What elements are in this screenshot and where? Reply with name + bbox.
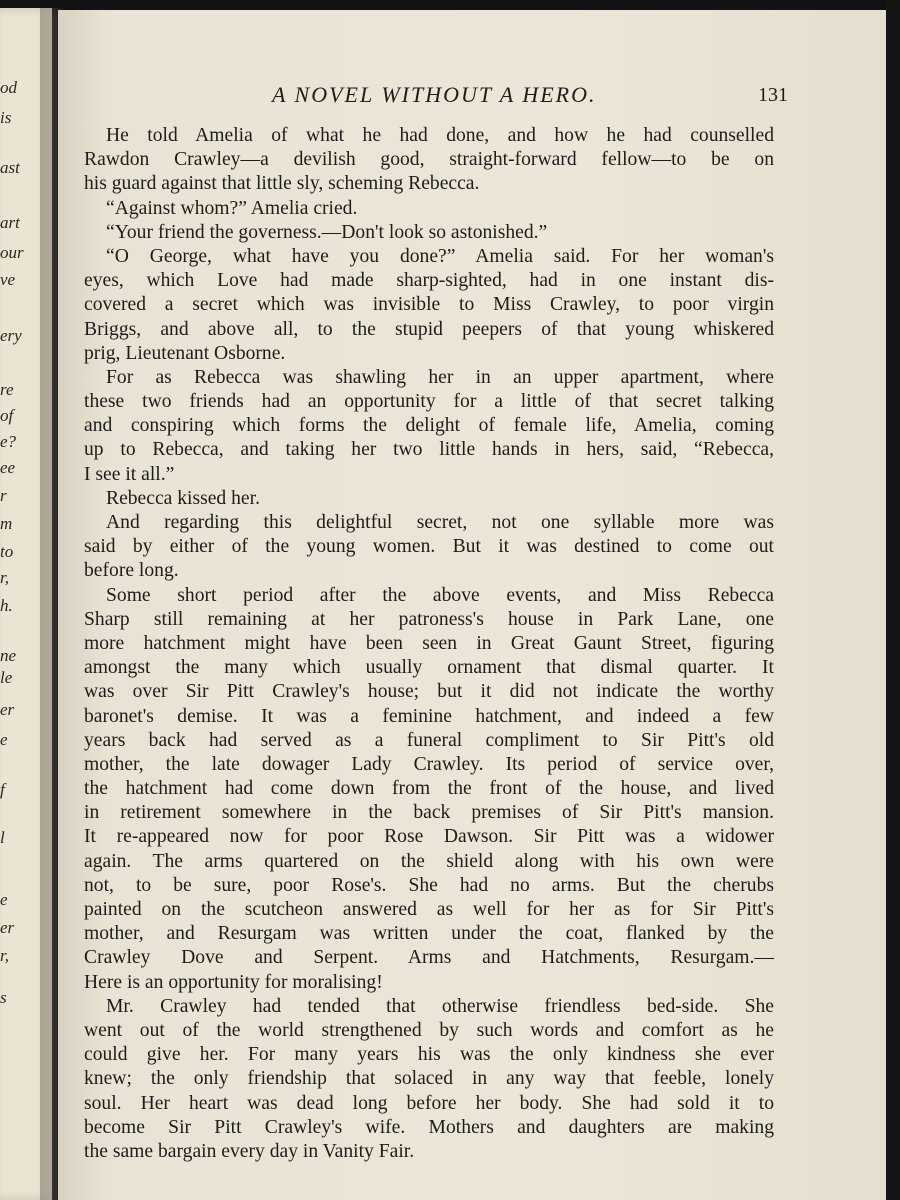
left-page-fragment: er: [0, 700, 15, 719]
left-page-fragment: m: [0, 514, 13, 533]
paragraph: [84, 366, 774, 487]
left-page-fragment: ery: [0, 326, 22, 345]
left-page-fragment: art: [0, 213, 20, 232]
text-line: I see it all.”: [84, 463, 175, 485]
text-line: “O George, what have you done?” Amelia said. For her woman's: [106, 245, 774, 267]
left-page-fragment: ve: [0, 270, 16, 289]
text-line: his guard against that little sly, scheming Rebecca.: [84, 173, 480, 195]
text-line: more hatchment might have been seen in Great Gaunt Street, figuring: [84, 632, 774, 654]
text-line: in retirement somewhere in the back premises of Sir Pitt's mansion.: [84, 802, 774, 824]
paragraph: [84, 124, 774, 197]
left-page-fragment: our: [0, 243, 24, 262]
text-line: And regarding this delightful secret, not one syllable more was: [106, 512, 774, 533]
paragraph: [84, 221, 774, 245]
text-line: He told Amelia of what he had done, and how he had counselled: [106, 125, 774, 146]
page-number: 131: [758, 84, 788, 106]
text-line: become Sir Pitt Crawley's wife. Mothers and daughters are making: [84, 1116, 774, 1138]
left-page-fragment: r,: [0, 568, 9, 587]
text-line: knew; the only friendship that solaced in any way that feeble, lonely: [84, 1068, 774, 1090]
left-page-fragment: le: [0, 668, 13, 687]
paragraph: [84, 245, 774, 366]
text-line: Briggs, and above all, to the stupid peepers of that young whiskered: [84, 318, 774, 340]
text-line: Sharp still remaining at her patroness's house in Park Lane, one: [84, 608, 774, 630]
left-page-fragment: ast: [0, 158, 20, 177]
text-line: again. The arms quartered on the shield along with his own were: [84, 850, 774, 872]
paragraph: [84, 197, 774, 221]
text-line: mother, and Resurgam was written under the coat, flanked by the: [84, 923, 774, 945]
text-line: “Against whom?” Amelia cried.: [106, 197, 358, 219]
left-page-fragment: to: [0, 542, 14, 561]
left-page-fragment: od: [0, 78, 17, 97]
body-text: [84, 124, 774, 1164]
text-line: Some short period after the above events, and Miss Rebecca: [106, 584, 774, 606]
text-line: It re-appeared now for poor Rose Dawson. Sir Pitt was a widower: [84, 826, 774, 848]
running-head: [60, 82, 788, 112]
text-line: before long.: [84, 560, 179, 582]
text-line: For as Rebecca was shawling her in an upper apartment, where: [106, 366, 774, 388]
text-line: eyes, which Love had made sharp-sighted, had in one instant dis-: [84, 270, 774, 292]
left-page-fragment: r,: [0, 946, 9, 965]
text-line: Mr. Crawley had tended that otherwise friendless bed-side. She: [106, 995, 774, 1017]
left-page-fragment: of: [0, 406, 14, 425]
text-line: Crawley Dove and Serpent. Arms and Hatchments, Resurgam.—: [84, 947, 774, 969]
running-title: A NOVEL WITHOUT A HERO.: [272, 82, 597, 107]
left-page-fragment: ee: [0, 458, 16, 477]
left-page-fragment: e?: [0, 432, 17, 451]
left-page-fragment: s: [0, 988, 7, 1007]
text-line: “Your friend the governess.—Don't look so astonished.”: [106, 221, 548, 243]
left-page-fragment: f: [0, 780, 5, 799]
left-page-fragment: is: [0, 108, 12, 127]
left-page-fragment: l: [0, 828, 5, 847]
paragraph: [84, 995, 774, 1164]
paragraph: [84, 487, 774, 511]
left-page-fragment: h.: [0, 596, 13, 615]
paragraph: [84, 511, 774, 584]
text-line: prig, Lieutenant Osborne.: [84, 342, 286, 364]
text-line: Rebecca kissed her.: [106, 487, 260, 509]
background-right-edge: [886, 0, 900, 1200]
left-page-fragment: ne: [0, 646, 17, 665]
text-line: years back had served as a funeral compliment to Sir Pitt's old: [84, 729, 774, 751]
text-line: said by either of the young women. But it was destined to come out: [84, 536, 774, 558]
text-line: Rawdon Crawley—a devilish good, straight-forward fellow—to be on: [84, 149, 774, 171]
text-line: Here is an opportunity for moralising!: [84, 971, 383, 993]
left-page-fragment: er: [0, 918, 15, 937]
text-line: and conspiring which forms the delight of female life, Amelia, coming: [84, 415, 774, 437]
text-line: amongst the many which usually ornament that dismal quarter. It: [84, 657, 774, 679]
text-line: the same bargain every day in Vanity Fair.: [84, 1140, 415, 1162]
left-page-fragment: r: [0, 486, 7, 505]
text-line: these two friends had an opportunity for a little of that secret talking: [84, 391, 774, 413]
text-line: up to Rebecca, and taking her two little hands in hers, said, “Rebecca,: [84, 439, 774, 461]
left-page-fragment: re: [0, 380, 14, 399]
text-line: could give her. For many years his was the only kindness she ever: [84, 1044, 774, 1066]
left-page-fragment: e: [0, 730, 8, 749]
text-line: was over Sir Pitt Crawley's house; but it did not indicate the worthy: [84, 681, 774, 703]
paragraph: [84, 584, 774, 995]
text-line: went out of the world strengthened by such words and comfort as he: [84, 1019, 774, 1041]
text-line: not, to be sure, poor Rose's. She had no arms. But the cherubs: [84, 874, 774, 896]
text-line: painted on the scutcheon answered as well for her as for Sir Pitt's: [84, 899, 774, 920]
text-line: mother, the late dowager Lady Crawley. Its period of service over,: [84, 753, 774, 775]
text-line: covered a secret which was invisible to Miss Crawley, to poor virgin: [84, 294, 774, 316]
left-page-fragment: e: [0, 890, 8, 909]
text-line: baronet's demise. It was a feminine hatchment, and indeed a few: [84, 705, 774, 727]
text-line: soul. Her heart was dead long before her body. She had sold it to: [84, 1092, 774, 1114]
text-line: the hatchment had come down from the front of the house, and lived: [84, 778, 774, 800]
